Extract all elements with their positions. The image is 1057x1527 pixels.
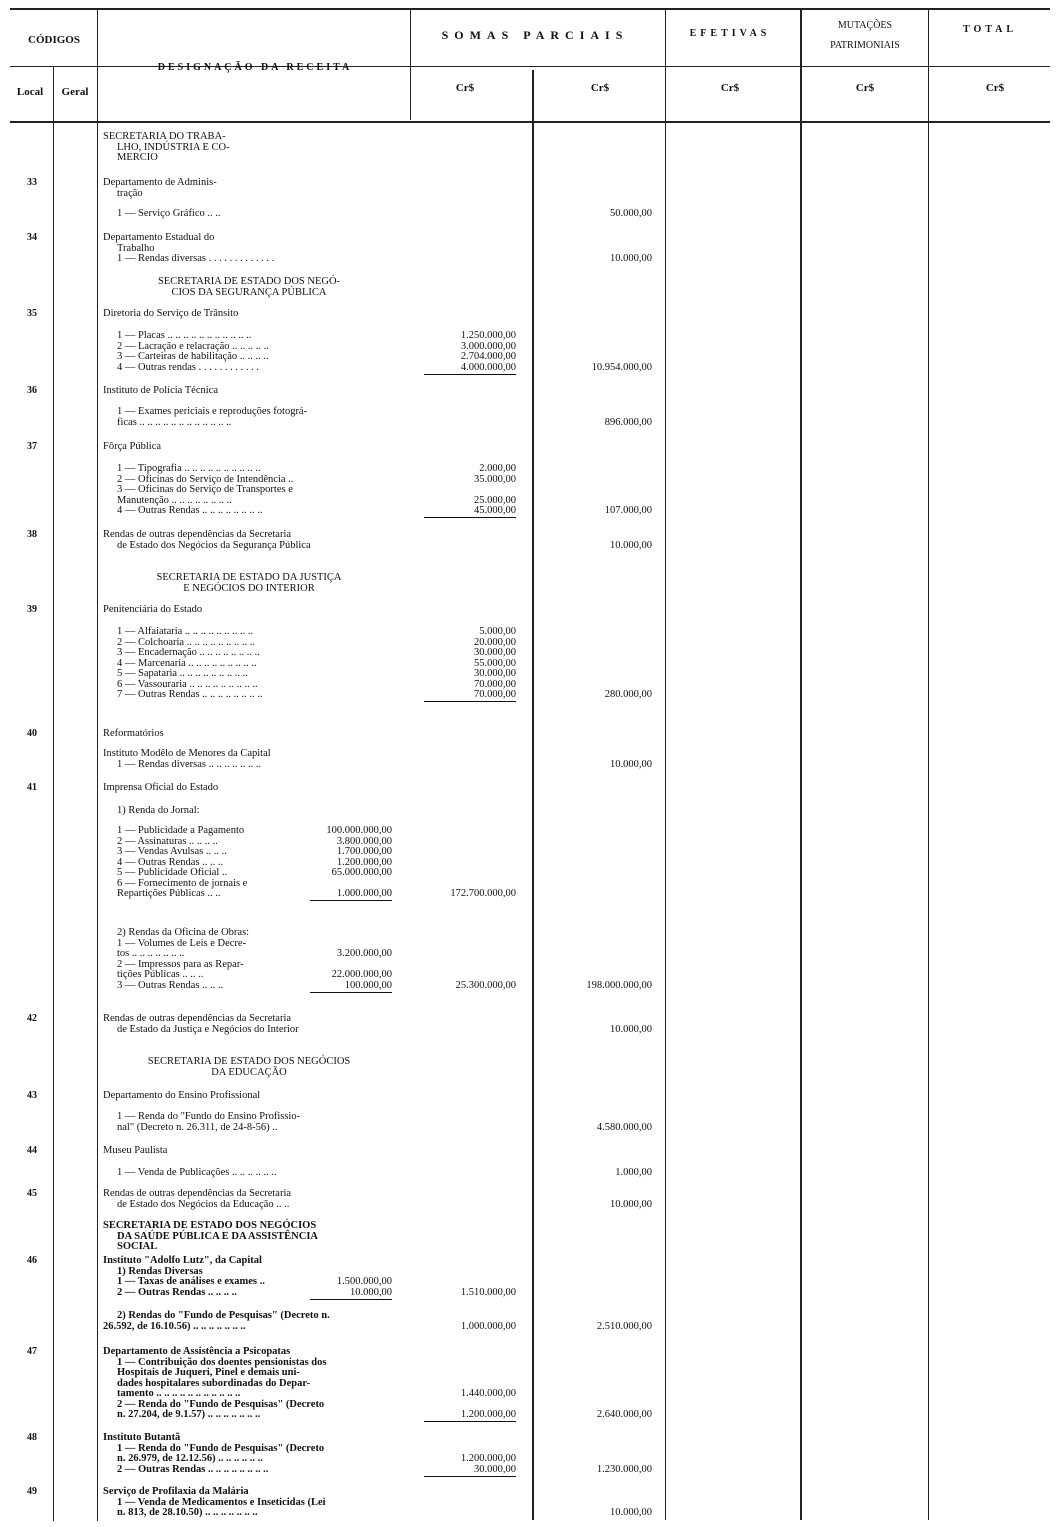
partial-amount-1: 3.200.000,00 xyxy=(336,948,392,959)
mutacoes-header: MUTAÇÕES PATRIMONIAIS xyxy=(830,20,900,51)
description-line: E NEGÓCIOS DO INTERIOR xyxy=(183,582,315,594)
description-line: 7 — Outras Rendas .. .. .. .. .. .. .. .. xyxy=(117,689,263,700)
entry-description xyxy=(103,1347,395,1421)
description-line: 2) Rendas do "Fundo de Pesquisas" (Decreto n. xyxy=(117,1310,330,1321)
partial-amount-1: 10.000,00 xyxy=(350,1286,392,1298)
description-line: 2 — Outras Rendas .. .. .. .. xyxy=(117,1286,237,1298)
entry-description xyxy=(103,1091,395,1102)
entry-description xyxy=(103,1168,395,1179)
description-line: 1 — Exames periciais e reproduções fotográ- xyxy=(117,406,308,417)
designacao-header: DESIGNAÇÃO DA RECEITA xyxy=(157,62,353,73)
description-line: Penitenciária do Estado xyxy=(103,604,203,615)
entry-description xyxy=(103,627,395,701)
entry-description xyxy=(103,277,395,298)
description-line: 5 — Publicidade Oficial .. xyxy=(117,867,228,878)
partial-amount-2: 70.000,00 xyxy=(474,689,516,700)
description-line: SOCIAL xyxy=(117,1241,158,1252)
efetivas-header: EFETIVAS xyxy=(689,28,771,39)
currency-col2: Cr$ xyxy=(590,82,610,94)
currency-col3: Cr$ xyxy=(720,82,740,94)
description-line: 1 — Rendas diversas . . . . . . . . . . . . . xyxy=(117,253,275,264)
partial-amount-1: 22.000.000,00 xyxy=(331,969,392,980)
description-line: MERCIO xyxy=(117,152,158,163)
description-line: de Estado da Justiça e Negócios do Interior xyxy=(117,1023,299,1035)
description-line: Manutenção .. .. .. .. .. .. .. .. xyxy=(117,494,232,506)
entry-code: 44 xyxy=(27,1145,37,1156)
partial-amount-1: 100.000,00 xyxy=(344,979,392,991)
entry-description xyxy=(103,1433,395,1475)
entry-code: 34 xyxy=(27,232,37,243)
description-line: 1 — Volumes de Leis e Decre- xyxy=(117,937,247,949)
col-rule-local xyxy=(53,66,54,1521)
description-line: tições Públicas .. .. .. xyxy=(117,969,204,980)
entry-code: 35 xyxy=(27,308,37,319)
description-line: 4 — Outras Rendas .. .. .. xyxy=(117,856,224,868)
description-line: Instituto Modêlo de Menores da Capital xyxy=(103,748,271,759)
description-line: Fôrça Pública xyxy=(103,441,162,452)
description-line: n. 27.204, de 9.1.57) .. .. .. .. .. .. .. xyxy=(117,1409,261,1420)
description-line: 3 — Outras Rendas .. .. .. xyxy=(117,979,224,991)
partial-amount-2: 1.200.000,00 xyxy=(460,1409,516,1420)
description-line: Diretoria do Serviço de Trânsito xyxy=(103,308,239,319)
description-line: DA SAÚDE PÚBLICA E DA ASSISTÊNCIA xyxy=(117,1230,319,1242)
description-line: de Estado dos Negócios da Educação .. .. xyxy=(117,1198,290,1210)
description-line: Instituto "Adolfo Lutz", da Capital xyxy=(103,1255,262,1266)
entry-description xyxy=(103,783,395,794)
description-line: SECRETARIA DE ESTADO DOS NEGÓCIOS xyxy=(147,1056,351,1067)
entry-code: 36 xyxy=(27,385,37,396)
description-line: dades hospitalares subordinadas do Depar- xyxy=(117,1377,311,1389)
description-line: 3 — Carteiras de habilitação .. .. .. .. xyxy=(117,351,269,362)
entry-code: 41 xyxy=(27,782,37,793)
description-line: 2 — Assinaturas .. .. .. .. xyxy=(117,835,218,847)
description-line: Serviço de Profilaxia da Malária xyxy=(103,1486,249,1497)
partial-amount-2: 2.000,00 xyxy=(479,463,516,474)
description-line: 1 — Serviço Gráfico .. .. xyxy=(117,208,221,219)
partial-amount-2: 1.250.000,00 xyxy=(460,330,516,341)
partial-amount-3: 10.000,00 xyxy=(610,1507,652,1518)
description-line: 6 — Vassouraria .. .. .. .. .. .. .. .. .. xyxy=(117,678,258,690)
description-line: 1 — Renda do "Fundo do Ensino Profissio- xyxy=(117,1111,301,1122)
currency-col5: Cr$ xyxy=(985,82,1005,94)
description-line: tos .. .. .. .. .. .. .. xyxy=(117,948,185,959)
description-line: 2 — Lacração e relacração .. .. .. .. .. xyxy=(117,340,269,352)
somas-parciais-header: SOMAS PARCIAIS xyxy=(441,28,629,42)
description-line: 3 — Encadernação .. .. .. .. .. .. .. .. xyxy=(117,647,260,658)
partial-amount-3: 10.000,00 xyxy=(610,539,652,551)
entry-description xyxy=(103,1487,395,1519)
entry-description xyxy=(103,309,395,320)
entry-code: 47 xyxy=(27,1346,37,1357)
entry-code: 45 xyxy=(27,1188,37,1199)
description-line: 1 — Publicidade a Pagamento xyxy=(117,825,245,836)
description-line: 1 — Venda de Publicações .. .. .. .. .. .. xyxy=(117,1167,277,1178)
entry-description xyxy=(103,331,395,373)
description-line: DA EDUCAÇÃO xyxy=(211,1066,287,1078)
entry-description xyxy=(103,573,395,594)
description-line: 6 — Fornecimento de jornais e xyxy=(117,877,248,889)
entry-description xyxy=(103,132,395,164)
partial-amount-2: 45.000,00 xyxy=(474,505,516,516)
description-line: 1) Rendas Diversas xyxy=(117,1265,203,1277)
description-line: 1 — Contribuição dos doentes pensionistas dos xyxy=(117,1356,327,1368)
entry-code: 37 xyxy=(27,441,37,452)
partial-amount-2: 1.440.000,00 xyxy=(460,1388,516,1399)
description-line: 1 — Venda de Medicamentos e Inseticidas (Lei xyxy=(117,1496,326,1508)
description-line: LHO, INDÚSTRIA E CO- xyxy=(117,141,230,153)
partial-amount-3: 280.000,00 xyxy=(604,689,652,700)
col-rule-desc xyxy=(410,10,411,120)
partial-amount-2: 35.000,00 xyxy=(474,473,516,485)
description-line: Rendas de outras dependências da Secretaria xyxy=(103,1188,292,1199)
description-line: 1 — Taxas de análises e exames .. xyxy=(117,1276,265,1287)
description-line: CIOS DA SEGURANÇA PÚBLICA xyxy=(171,286,327,298)
entry-description xyxy=(103,1146,395,1157)
partial-amount-1: 3.800.000,00 xyxy=(336,835,392,847)
subtotal-rule xyxy=(424,374,516,375)
description-line: nal" (Decreto n. 26.311, de 24-8-56) .. xyxy=(117,1121,278,1133)
partial-amount-2: 30.000,00 xyxy=(474,1463,516,1475)
description-line: Repartições Públicas .. .. xyxy=(117,888,221,899)
partial-amount-2: 5.000,00 xyxy=(479,626,516,637)
partial-amount-1: 1.700.000,00 xyxy=(336,846,392,857)
partial-amount-2: 1.000.000,00 xyxy=(460,1320,516,1332)
partial-amount-2: 30.000,00 xyxy=(474,647,516,658)
partial-amount-2: 20.000,00 xyxy=(474,636,516,648)
total-header: TOTAL xyxy=(962,24,1018,35)
entry-description xyxy=(103,806,395,817)
subtotal-rule xyxy=(310,900,392,901)
description-line: tamento .. .. .. .. .. .. .. .. .. .. .. xyxy=(117,1388,241,1399)
description-line: n. 26.979, de 12.12.56) .. .. .. .. .. .. xyxy=(117,1453,263,1464)
description-line: Rendas de outras dependências da Secretaria xyxy=(103,529,292,540)
partial-amount-2: 2.704.000,00 xyxy=(460,351,516,362)
entry-code: 40 xyxy=(27,728,37,739)
entry-description xyxy=(103,1311,395,1332)
partial-amount-2: 70.000,00 xyxy=(474,678,516,690)
header-top-rule xyxy=(10,8,1050,10)
description-line: Instituto Butantã xyxy=(103,1432,181,1443)
col-rule-geral xyxy=(97,10,98,1521)
description-line: 2 — Oficinas do Serviço de Intendência .. xyxy=(117,473,294,485)
entry-description xyxy=(103,464,395,517)
local-header: Local xyxy=(16,86,44,98)
description-line: Instituto de Polícia Técnica xyxy=(103,385,218,396)
codigos-header: CÓDIGOS xyxy=(28,34,80,46)
partial-amount-1: 1.200.000,00 xyxy=(336,856,392,868)
description-line: SECRETARIA DE ESTADO DOS NEGÓCIOS xyxy=(103,1220,317,1231)
partial-amount-1: 1.500.000,00 xyxy=(336,1276,392,1287)
entry-code: 39 xyxy=(27,604,37,615)
description-line: Departamento Estadual do xyxy=(103,232,215,243)
entry-code: 42 xyxy=(27,1013,37,1024)
description-line: 1 — Tipografia .. .. .. .. .. .. .. .. .. .. xyxy=(117,463,261,474)
partial-amount-2: 1.200.000,00 xyxy=(460,1453,516,1464)
description-line: 1 — Rendas diversas .. .. .. .. .. .. .. xyxy=(117,758,262,770)
partial-amount-2: 1.510.000,00 xyxy=(460,1286,516,1298)
partial-amount-3: 198.000.000,00 xyxy=(586,979,652,991)
entry-description xyxy=(103,1057,395,1078)
description-line: de Estado dos Negócios da Segurança Pública xyxy=(117,539,311,551)
partial-amount-3: 2.510.000,00 xyxy=(596,1320,652,1332)
description-line: 1 — Alfaiataria .. .. .. .. .. .. .. .. .. xyxy=(117,626,254,637)
subtotal-rule xyxy=(424,517,516,518)
description-line: 2 — Colchoaria .. .. .. .. .. .. .. .. .. xyxy=(117,636,255,648)
currency-col4: Cr$ xyxy=(855,82,875,94)
description-line: tração xyxy=(117,187,143,199)
geral-header: Geral xyxy=(61,86,89,98)
somas-subrule xyxy=(415,66,660,67)
entry-description xyxy=(103,209,395,220)
partial-amount-3: 2.640.000,00 xyxy=(596,1409,652,1420)
partial-amount-1: 1.000.000,00 xyxy=(336,888,392,899)
col-rule-partial2 xyxy=(665,10,666,1520)
description-line: ficas .. .. .. .. .. .. .. .. .. .. .. .. xyxy=(117,416,232,428)
description-line: Hospitais de Juqueri, Pinel e demais uni- xyxy=(117,1367,300,1378)
partial-amount-1: 65.000.000,00 xyxy=(331,867,392,878)
entry-description xyxy=(103,1189,395,1210)
description-line: 3 — Oficinas do Serviço de Transportes e xyxy=(117,484,293,495)
partial-amount-3: 10.954.000,00 xyxy=(591,361,652,373)
entry-description xyxy=(103,530,395,551)
partial-amount-3: 107.000,00 xyxy=(604,505,652,516)
partial-amount-3: 10.000,00 xyxy=(610,1023,652,1035)
entry-code: 33 xyxy=(27,177,37,188)
partial-amount-3: 1.000,00 xyxy=(615,1167,652,1178)
col-rule-partial1 xyxy=(532,70,534,1520)
partial-amount-3: 4.580.000,00 xyxy=(596,1121,652,1133)
description-line: 3 — Vendas Avulsas .. .. .. xyxy=(117,846,227,857)
entry-description xyxy=(103,442,395,453)
col-rule-efetivas xyxy=(800,10,802,1520)
entry-description xyxy=(103,1221,395,1253)
entry-code: 48 xyxy=(27,1432,37,1443)
subtotal-rule xyxy=(424,1476,516,1477)
partial-amount-2: 25.300.000,00 xyxy=(455,979,516,991)
description-line: Reformatórios xyxy=(103,728,164,739)
entry-description xyxy=(103,749,395,770)
entry-code: 49 xyxy=(27,1486,37,1497)
partial-amount-2: 30.000,00 xyxy=(474,668,516,679)
description-line: 5 — Sapataria .. .. .. .. .. .. .. .. .. xyxy=(117,668,248,679)
partial-amount-3: 1.230.000,00 xyxy=(596,1463,652,1475)
entry-description xyxy=(103,233,395,265)
entry-code: 46 xyxy=(27,1255,37,1266)
entry-code: 43 xyxy=(27,1090,37,1101)
description-line: SECRETARIA DO TRABA- xyxy=(103,131,226,142)
description-line: 2 — Renda do "Fundo de Pesquisas" (Decreto xyxy=(117,1398,325,1410)
partial-amount-3: 10.000,00 xyxy=(610,253,652,264)
description-line: SECRETARIA DE ESTADO DA JUSTIÇA xyxy=(156,572,342,583)
entry-description xyxy=(103,407,395,428)
description-line: 4 — Marcenaria .. .. .. .. .. .. .. .. .. xyxy=(117,657,257,669)
description-line: Museu Paulista xyxy=(103,1145,168,1156)
partial-amount-2: 25.000,00 xyxy=(474,494,516,506)
partial-amount-2: 3.000.000,00 xyxy=(460,340,516,352)
partial-amount-2: 4.000.000,00 xyxy=(460,361,516,373)
col-rule-mutacoes xyxy=(928,10,929,1520)
partial-amount-1: 100.000.000,00 xyxy=(326,825,392,836)
description-line: Departamento do Ensino Profissional xyxy=(103,1090,261,1101)
entry-description xyxy=(103,729,395,740)
description-line: n. 813, de 28.10.50) .. .. .. .. .. .. .. xyxy=(117,1507,258,1518)
entry-description xyxy=(103,1112,395,1133)
partial-amount-3: 10.000,00 xyxy=(610,1198,652,1210)
partial-amount-2: 55.000,00 xyxy=(474,657,516,669)
entry-description xyxy=(103,386,395,397)
subtotal-rule xyxy=(424,1421,516,1422)
description-line: Departamento de Assistência a Psicopatas xyxy=(103,1346,291,1357)
subtotal-rule xyxy=(310,1299,392,1300)
description-line: 26.592, de 16.10.56) .. .. .. .. .. .. .. xyxy=(103,1320,246,1332)
description-line: 4 — Outras rendas . . . . . . . . . . . . xyxy=(117,361,260,373)
header-bottom-rule xyxy=(10,121,1050,123)
description-line: 4 — Outras Rendas .. .. .. .. .. .. .. .. xyxy=(117,505,263,516)
partial-amount-3: 10.000,00 xyxy=(610,758,652,770)
description-line: 2) Rendas da Oficina de Obras: xyxy=(117,927,250,938)
subtotal-rule xyxy=(424,701,516,702)
entry-description xyxy=(103,605,395,616)
currency-col1: Cr$ xyxy=(455,82,475,94)
description-line: 1) Renda do Jornal: xyxy=(117,805,200,816)
partial-amount-3: 50.000,00 xyxy=(610,208,652,219)
description-line: 1 — Placas .. .. .. .. .. .. .. .. .. .. .. xyxy=(117,330,252,341)
entry-description xyxy=(103,1014,395,1035)
description-line: 2 — Outras Rendas .. .. .. .. .. .. .. .. xyxy=(117,1463,269,1475)
description-line: 1 — Renda do "Fundo de Pesquisas" (Decreto xyxy=(117,1442,325,1454)
partial-amount-2: 172.700.000,00 xyxy=(450,888,516,899)
subtotal-rule xyxy=(310,992,392,993)
entry-code: 38 xyxy=(27,529,37,540)
description-line: Departamento de Adminis- xyxy=(103,177,217,188)
description-line: Imprensa Oficial do Estado xyxy=(103,782,219,793)
partial-amount-3: 896.000,00 xyxy=(604,416,652,428)
description-line: Trabalho xyxy=(117,242,155,254)
entry-description xyxy=(103,178,395,199)
description-line: Rendas de outras dependências da Secretaria xyxy=(103,1013,292,1024)
description-line: 2 — Impressos para as Repar- xyxy=(117,958,244,970)
description-line: SECRETARIA DE ESTADO DOS NEGÓ- xyxy=(157,276,341,287)
